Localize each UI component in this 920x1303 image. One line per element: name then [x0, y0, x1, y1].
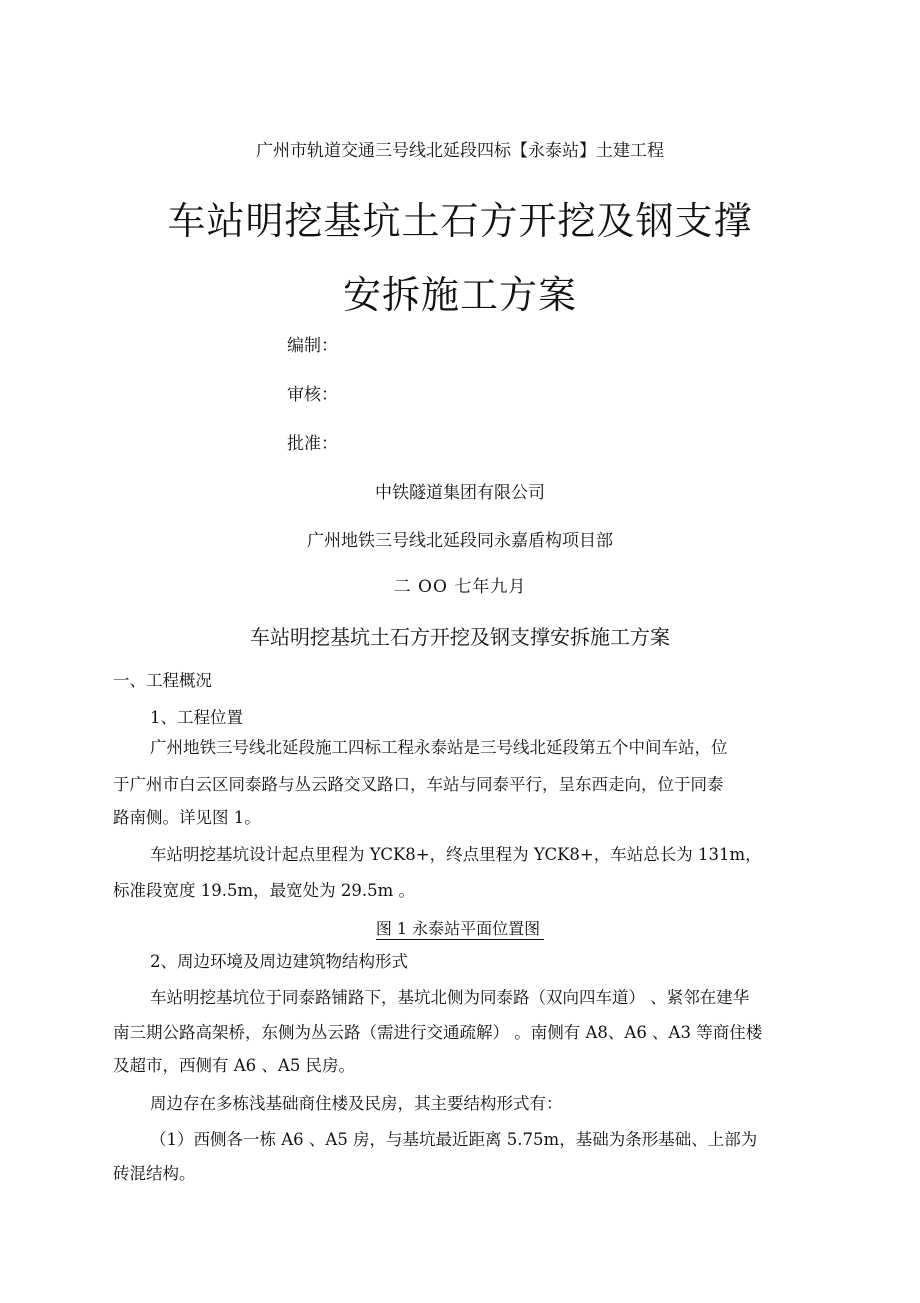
document-date: 二 OO 七年九月	[393, 577, 527, 597]
paragraph-line: 周边存在多栋浅基础商住楼及民房，其主要结构形式有：	[150, 1094, 563, 1113]
prepared-by-label: 编制：	[287, 336, 338, 356]
paragraph-line: 车站明挖基坑位于同泰路铺路下，基坑北侧为同泰路（双向四车道） 、紧邻在建华	[150, 988, 750, 1007]
paragraph-line: 于广州市白云区同泰路与丛云路交叉路口，车站与同泰平行，呈东西走向，位于同泰	[113, 775, 724, 794]
paragraph-line: 车站明挖基坑设计起点里程为 YCK8+，终点里程为 YCK8+，车站总长为 131m，	[150, 845, 762, 864]
paragraph-line: 标准段宽度 19.5m，最宽处为 29.5m 。	[113, 881, 416, 900]
project-line: 广州市轨道交通三号线北延段四标【永泰站】土建工程	[256, 141, 664, 161]
subsection-heading-location: 1、工程位置	[150, 708, 243, 727]
cover-title-line-2: 安拆施工方案	[342, 273, 577, 317]
cover-title-line-1: 车站明挖基坑土石方开挖及钢支撑	[167, 199, 753, 243]
paragraph-line: 南三期公路高架桥，东侧为丛云路（需进行交通疏解） 。南侧有 A8、A6 、A3 等商住楼	[113, 1023, 763, 1042]
subsection-heading-environment: 2、周边环境及周边建筑物结构形式	[150, 952, 408, 971]
paragraph-line: 路南侧。详见图 1。	[113, 808, 261, 827]
section-heading-overview: 一、工程概况	[113, 671, 212, 690]
paragraph-line: 及超市，西侧有 A6 、A5 民房。	[113, 1056, 356, 1075]
paragraph-line: 砖混结构。	[113, 1164, 196, 1183]
figure-caption-text: 图 1 永泰站平面位置图	[376, 919, 544, 940]
reviewed-by-label: 审核：	[287, 385, 338, 405]
paragraph-line: 广州地铁三号线北延段施工四标工程永泰站是三号线北延段第五个中间车站，位	[150, 738, 728, 757]
figure-caption	[0, 916, 920, 939]
approved-by-label: 批准：	[287, 434, 338, 454]
paragraph-line: （1）西侧各一栋 A6 、A5 房，与基坑最近距离 5.75m，基础为条形基础、上部为	[150, 1130, 758, 1149]
body-title: 车站明挖基坑土石方开挖及钢支撑安拆施工方案	[250, 625, 670, 649]
department-name: 广州地铁三号线北延段同永嘉盾构项目部	[307, 531, 613, 551]
company-name: 中铁隧道集团有限公司	[375, 483, 545, 503]
